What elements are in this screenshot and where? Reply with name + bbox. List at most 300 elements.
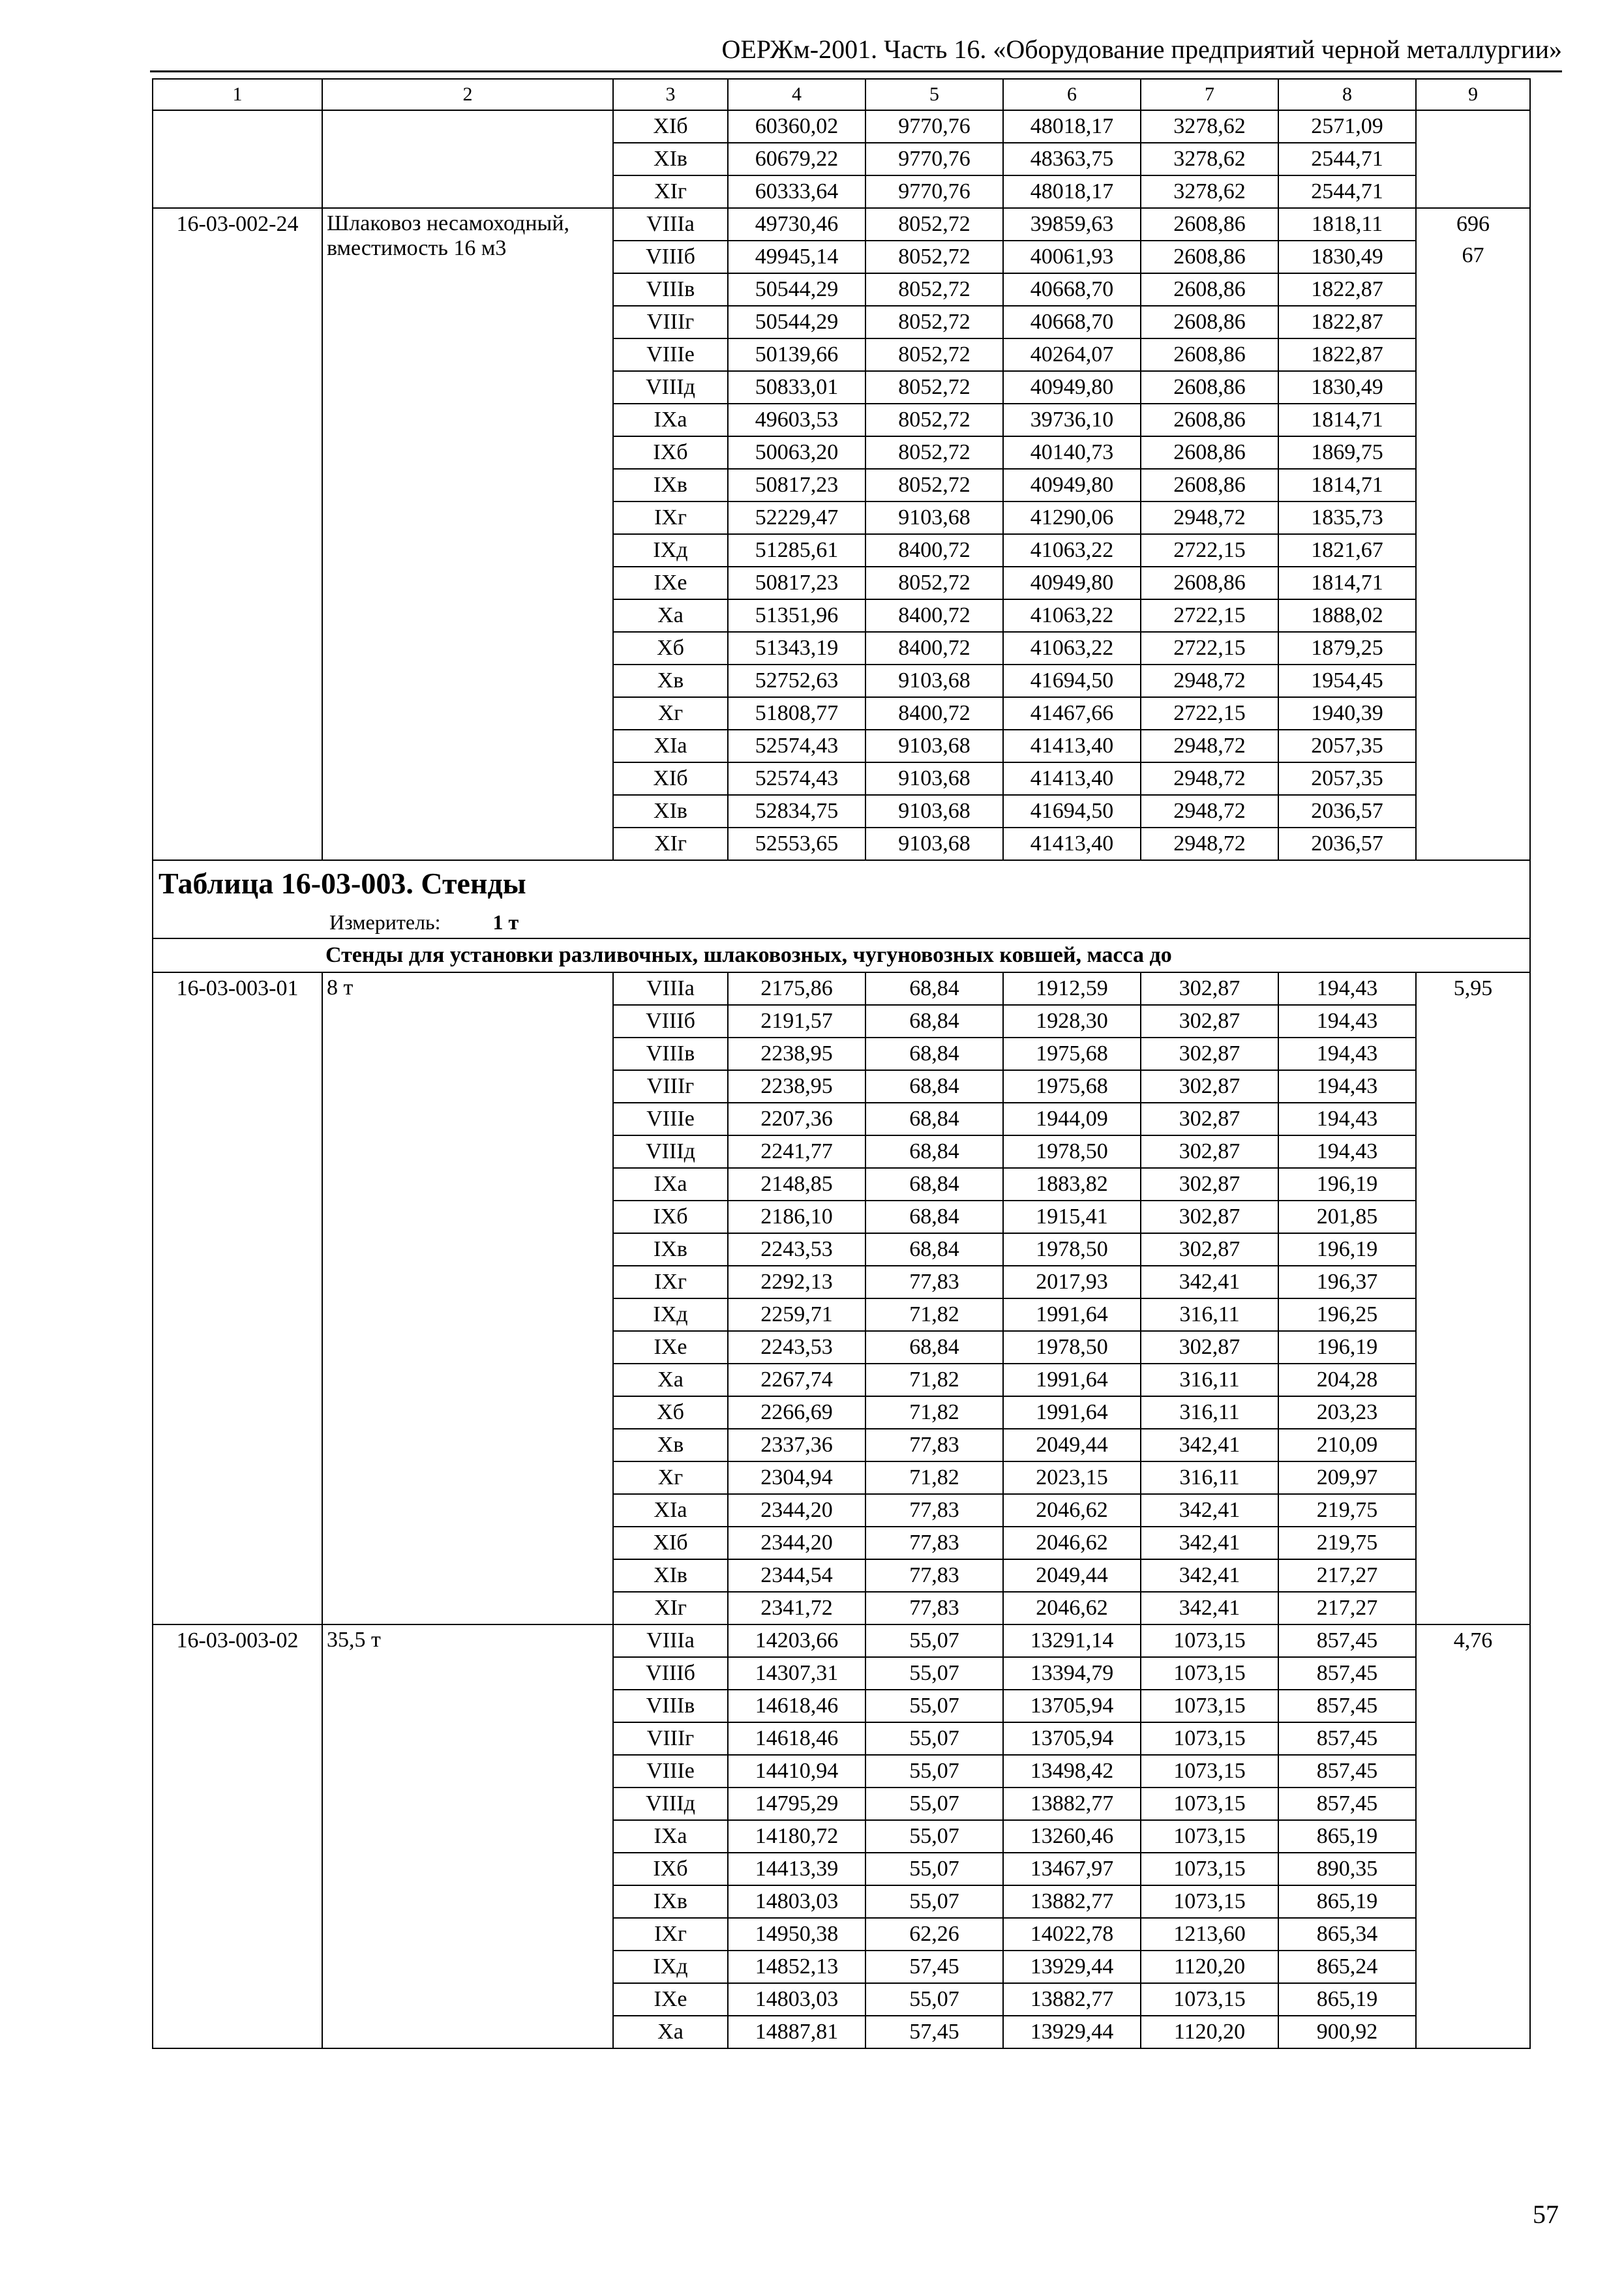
wages-cell: 9103,68 bbox=[865, 730, 1003, 762]
zone-cell: VIIIд bbox=[613, 371, 728, 404]
table-row bbox=[153, 110, 1530, 143]
materials-cell: 210,09 bbox=[1278, 1429, 1416, 1461]
total-cost-cell: 2304,94 bbox=[728, 1461, 865, 1494]
col9-cell-empty bbox=[1416, 110, 1530, 208]
machines-cell: 40140,73 bbox=[1003, 436, 1141, 469]
table-row bbox=[153, 208, 1530, 241]
machinists-wages-cell: 2608,86 bbox=[1141, 567, 1278, 599]
materials-cell: 194,43 bbox=[1278, 1005, 1416, 1038]
zone-cell: IXа bbox=[613, 1168, 728, 1201]
materials-cell: 2544,71 bbox=[1278, 143, 1416, 175]
col9-value: 67 bbox=[1462, 243, 1484, 267]
machines-cell: 48018,17 bbox=[1003, 175, 1141, 208]
materials-cell: 865,34 bbox=[1278, 1918, 1416, 1951]
total-cost-cell: 2186,10 bbox=[728, 1201, 865, 1233]
wages-cell: 55,07 bbox=[865, 1983, 1003, 2016]
materials-cell: 196,37 bbox=[1278, 1266, 1416, 1298]
total-cost-cell: 2241,77 bbox=[728, 1135, 865, 1168]
machines-cell: 41063,22 bbox=[1003, 632, 1141, 665]
machinists-wages-cell: 302,87 bbox=[1141, 1201, 1278, 1233]
total-cost-cell: 14180,72 bbox=[728, 1820, 865, 1853]
zone-cell: XIв bbox=[613, 795, 728, 828]
machinists-wages-cell: 2948,72 bbox=[1141, 795, 1278, 828]
materials-cell: 194,43 bbox=[1278, 1038, 1416, 1070]
materials-cell: 857,45 bbox=[1278, 1690, 1416, 1722]
machines-cell: 40668,70 bbox=[1003, 306, 1141, 338]
zone-cell: IXд bbox=[613, 1298, 728, 1331]
zone-cell: IXа bbox=[613, 1820, 728, 1853]
wages-cell: 77,83 bbox=[865, 1592, 1003, 1624]
total-cost-cell: 2207,36 bbox=[728, 1103, 865, 1135]
total-cost-cell: 2148,85 bbox=[728, 1168, 865, 1201]
wages-cell: 55,07 bbox=[865, 1755, 1003, 1788]
wages-cell: 55,07 bbox=[865, 1722, 1003, 1755]
total-cost-cell: 14803,03 bbox=[728, 1983, 865, 2016]
total-cost-cell: 60333,64 bbox=[728, 175, 865, 208]
zone-cell: VIIIе bbox=[613, 338, 728, 371]
machines-cell: 39859,63 bbox=[1003, 208, 1141, 241]
total-cost-cell: 60360,02 bbox=[728, 110, 865, 143]
machines-cell: 41467,66 bbox=[1003, 697, 1141, 730]
materials-cell: 2036,57 bbox=[1278, 828, 1416, 860]
total-cost-cell: 52553,65 bbox=[728, 828, 865, 860]
materials-cell: 219,75 bbox=[1278, 1494, 1416, 1527]
wages-cell: 71,82 bbox=[865, 1298, 1003, 1331]
machines-cell: 2049,44 bbox=[1003, 1429, 1141, 1461]
total-cost-cell: 2267,74 bbox=[728, 1364, 865, 1396]
wages-cell: 8052,72 bbox=[865, 241, 1003, 273]
zone-cell: VIIIе bbox=[613, 1103, 728, 1135]
total-cost-cell: 2191,57 bbox=[728, 1005, 865, 1038]
total-cost-cell: 14803,03 bbox=[728, 1885, 865, 1918]
machines-cell: 41413,40 bbox=[1003, 730, 1141, 762]
machinists-wages-cell: 2948,72 bbox=[1141, 762, 1278, 795]
wages-cell: 9770,76 bbox=[865, 175, 1003, 208]
column-number: 5 bbox=[865, 79, 1003, 110]
zone-cell: IXе bbox=[613, 1331, 728, 1364]
zone-cell: IXг bbox=[613, 501, 728, 534]
machines-cell: 48018,17 bbox=[1003, 110, 1141, 143]
machines-cell: 13882,77 bbox=[1003, 1983, 1141, 2016]
materials-cell: 1814,71 bbox=[1278, 469, 1416, 501]
wages-cell: 55,07 bbox=[865, 1788, 1003, 1820]
zone-cell: VIIIг bbox=[613, 1070, 728, 1103]
machines-cell: 40949,80 bbox=[1003, 469, 1141, 501]
zone-cell: VIIIе bbox=[613, 1755, 728, 1788]
materials-cell: 196,25 bbox=[1278, 1298, 1416, 1331]
materials-cell: 1879,25 bbox=[1278, 632, 1416, 665]
machines-cell: 2049,44 bbox=[1003, 1559, 1141, 1592]
total-cost-cell: 14410,94 bbox=[728, 1755, 865, 1788]
machines-cell: 13467,97 bbox=[1003, 1853, 1141, 1885]
zone-cell: VIIIг bbox=[613, 306, 728, 338]
total-cost-cell: 50139,66 bbox=[728, 338, 865, 371]
zone-cell: VIIIа bbox=[613, 972, 728, 1005]
materials-cell: 1940,39 bbox=[1278, 697, 1416, 730]
wages-cell: 8052,72 bbox=[865, 404, 1003, 436]
machinists-wages-cell: 302,87 bbox=[1141, 1005, 1278, 1038]
machinists-wages-cell: 1120,20 bbox=[1141, 2016, 1278, 2048]
machinists-wages-cell: 2608,86 bbox=[1141, 436, 1278, 469]
zone-cell: VIIIв bbox=[613, 1690, 728, 1722]
wages-cell: 68,84 bbox=[865, 1201, 1003, 1233]
materials-cell: 217,27 bbox=[1278, 1559, 1416, 1592]
column-number: 1 bbox=[153, 79, 322, 110]
machines-cell: 13882,77 bbox=[1003, 1788, 1141, 1820]
total-cost-cell: 14307,31 bbox=[728, 1657, 865, 1690]
machines-cell: 40668,70 bbox=[1003, 273, 1141, 306]
materials-cell: 1954,45 bbox=[1278, 665, 1416, 697]
total-cost-cell: 50544,29 bbox=[728, 306, 865, 338]
total-cost-cell: 50833,01 bbox=[728, 371, 865, 404]
machines-cell: 13260,46 bbox=[1003, 1820, 1141, 1853]
col9-cell: 4,76 bbox=[1416, 1624, 1530, 2048]
wages-cell: 62,26 bbox=[865, 1918, 1003, 1951]
materials-cell: 194,43 bbox=[1278, 1103, 1416, 1135]
machinists-wages-cell: 3278,62 bbox=[1141, 175, 1278, 208]
wages-cell: 71,82 bbox=[865, 1396, 1003, 1429]
materials-cell: 1835,73 bbox=[1278, 501, 1416, 534]
wages-cell: 55,07 bbox=[865, 1820, 1003, 1853]
total-cost-cell: 52752,63 bbox=[728, 665, 865, 697]
wages-cell: 68,84 bbox=[865, 1331, 1003, 1364]
machinists-wages-cell: 302,87 bbox=[1141, 1070, 1278, 1103]
wages-cell: 55,07 bbox=[865, 1690, 1003, 1722]
wages-cell: 8400,72 bbox=[865, 599, 1003, 632]
machinists-wages-cell: 1073,15 bbox=[1141, 1788, 1278, 1820]
table-title-row bbox=[153, 860, 1530, 938]
materials-cell: 194,43 bbox=[1278, 1070, 1416, 1103]
machinists-wages-cell: 302,87 bbox=[1141, 1331, 1278, 1364]
column-number: 8 bbox=[1278, 79, 1416, 110]
name-cell: 8 т bbox=[322, 972, 613, 1624]
code-cell-empty bbox=[153, 110, 322, 208]
total-cost-cell: 52574,43 bbox=[728, 762, 865, 795]
zone-cell: VIIIб bbox=[613, 241, 728, 273]
zone-cell: IXд bbox=[613, 1951, 728, 1983]
materials-cell: 865,19 bbox=[1278, 1820, 1416, 1853]
total-cost-cell: 49730,46 bbox=[728, 208, 865, 241]
machines-cell: 13291,14 bbox=[1003, 1624, 1141, 1657]
zone-cell: XIг bbox=[613, 175, 728, 208]
total-cost-cell: 2344,20 bbox=[728, 1527, 865, 1559]
total-cost-cell: 50544,29 bbox=[728, 273, 865, 306]
machines-cell: 1978,50 bbox=[1003, 1233, 1141, 1266]
wages-cell: 8400,72 bbox=[865, 632, 1003, 665]
zone-cell: XIг bbox=[613, 1592, 728, 1624]
machines-cell: 1975,68 bbox=[1003, 1070, 1141, 1103]
machinists-wages-cell: 1073,15 bbox=[1141, 1885, 1278, 1918]
meter-label: Измеритель: bbox=[329, 910, 441, 934]
materials-cell: 196,19 bbox=[1278, 1331, 1416, 1364]
total-cost-cell: 2238,95 bbox=[728, 1038, 865, 1070]
materials-cell: 1814,71 bbox=[1278, 404, 1416, 436]
machinists-wages-cell: 302,87 bbox=[1141, 1038, 1278, 1070]
machines-cell: 1978,50 bbox=[1003, 1331, 1141, 1364]
code-cell: 16-03-003-01 bbox=[153, 972, 322, 1624]
machinists-wages-cell: 1073,15 bbox=[1141, 1722, 1278, 1755]
zone-cell: Xб bbox=[613, 1396, 728, 1429]
total-cost-cell: 14950,38 bbox=[728, 1918, 865, 1951]
machinists-wages-cell: 302,87 bbox=[1141, 1135, 1278, 1168]
zone-cell: VIIIв bbox=[613, 273, 728, 306]
materials-cell: 219,75 bbox=[1278, 1527, 1416, 1559]
total-cost-cell: 52834,75 bbox=[728, 795, 865, 828]
section-row bbox=[153, 938, 1530, 972]
machinists-wages-cell: 2722,15 bbox=[1141, 697, 1278, 730]
machines-cell: 40949,80 bbox=[1003, 371, 1141, 404]
zone-cell: Xв bbox=[613, 665, 728, 697]
name-cell: 35,5 т bbox=[322, 1624, 613, 2048]
zone-cell: Xа bbox=[613, 1364, 728, 1396]
total-cost-cell: 2243,53 bbox=[728, 1331, 865, 1364]
wages-cell: 9103,68 bbox=[865, 795, 1003, 828]
materials-cell: 201,85 bbox=[1278, 1201, 1416, 1233]
wages-cell: 68,84 bbox=[865, 1168, 1003, 1201]
materials-cell: 1888,02 bbox=[1278, 599, 1416, 632]
zone-cell: IXг bbox=[613, 1266, 728, 1298]
table-row bbox=[153, 972, 1530, 1005]
total-cost-cell: 2344,20 bbox=[728, 1494, 865, 1527]
wages-cell: 68,84 bbox=[865, 1005, 1003, 1038]
machines-cell: 13705,94 bbox=[1003, 1722, 1141, 1755]
zone-cell: IXг bbox=[613, 1918, 728, 1951]
col9-value: 696 bbox=[1456, 212, 1490, 236]
wages-cell: 77,83 bbox=[865, 1494, 1003, 1527]
wages-cell: 9103,68 bbox=[865, 665, 1003, 697]
section-heading: Стенды для установки разливочных, шлаковозных, чугуновозных ковшей, масса до bbox=[153, 938, 1530, 972]
machines-cell: 41694,50 bbox=[1003, 665, 1141, 697]
machines-cell: 13498,42 bbox=[1003, 1755, 1141, 1788]
page-number: 57 bbox=[1533, 2200, 1559, 2229]
total-cost-cell: 14887,81 bbox=[728, 2016, 865, 2048]
column-number: 2 bbox=[322, 79, 613, 110]
column-number-row bbox=[153, 79, 1530, 110]
machinists-wages-cell: 2722,15 bbox=[1141, 599, 1278, 632]
zone-cell: Xг bbox=[613, 697, 728, 730]
materials-cell: 857,45 bbox=[1278, 1755, 1416, 1788]
table-title: Таблица 16-03-003. Стенды bbox=[158, 867, 526, 900]
wages-cell: 68,84 bbox=[865, 1233, 1003, 1266]
zone-cell: XIв bbox=[613, 143, 728, 175]
wages-cell: 9103,68 bbox=[865, 501, 1003, 534]
machinists-wages-cell: 1073,15 bbox=[1141, 1657, 1278, 1690]
machinists-wages-cell: 342,41 bbox=[1141, 1494, 1278, 1527]
machines-cell: 13394,79 bbox=[1003, 1657, 1141, 1690]
zone-cell: XIа bbox=[613, 730, 728, 762]
machinists-wages-cell: 2948,72 bbox=[1141, 501, 1278, 534]
total-cost-cell: 14795,29 bbox=[728, 1788, 865, 1820]
wages-cell: 55,07 bbox=[865, 1853, 1003, 1885]
zone-cell: IXб bbox=[613, 1201, 728, 1233]
materials-cell: 1818,11 bbox=[1278, 208, 1416, 241]
wages-cell: 9103,68 bbox=[865, 762, 1003, 795]
wages-cell: 77,83 bbox=[865, 1429, 1003, 1461]
wages-cell: 8052,72 bbox=[865, 371, 1003, 404]
machines-cell: 2017,93 bbox=[1003, 1266, 1141, 1298]
materials-cell: 857,45 bbox=[1278, 1722, 1416, 1755]
total-cost-cell: 52574,43 bbox=[728, 730, 865, 762]
page-header-title: ОЕРЖм-2001. Часть 16. «Оборудование предприятий черной металлургии» bbox=[721, 35, 1562, 64]
machinists-wages-cell: 3278,62 bbox=[1141, 110, 1278, 143]
machines-cell: 1915,41 bbox=[1003, 1201, 1141, 1233]
machinists-wages-cell: 1073,15 bbox=[1141, 1853, 1278, 1885]
machinists-wages-cell: 316,11 bbox=[1141, 1364, 1278, 1396]
machinists-wages-cell: 302,87 bbox=[1141, 1103, 1278, 1135]
total-cost-cell: 2266,69 bbox=[728, 1396, 865, 1429]
machinists-wages-cell: 2948,72 bbox=[1141, 730, 1278, 762]
zone-cell: XIб bbox=[613, 1527, 728, 1559]
wages-cell: 9770,76 bbox=[865, 110, 1003, 143]
total-cost-cell: 51343,19 bbox=[728, 632, 865, 665]
materials-cell: 204,28 bbox=[1278, 1364, 1416, 1396]
wages-cell: 77,83 bbox=[865, 1266, 1003, 1298]
machines-cell: 40949,80 bbox=[1003, 567, 1141, 599]
materials-cell: 1822,87 bbox=[1278, 306, 1416, 338]
price-table bbox=[152, 78, 1531, 2049]
materials-cell: 900,92 bbox=[1278, 2016, 1416, 2048]
total-cost-cell: 50817,23 bbox=[728, 567, 865, 599]
machinists-wages-cell: 1073,15 bbox=[1141, 1624, 1278, 1657]
meter-line bbox=[158, 912, 1524, 933]
machines-cell: 1944,09 bbox=[1003, 1103, 1141, 1135]
wages-cell: 68,84 bbox=[865, 972, 1003, 1005]
zone-cell: Xа bbox=[613, 2016, 728, 2048]
machines-cell: 48363,75 bbox=[1003, 143, 1141, 175]
machinists-wages-cell: 2608,86 bbox=[1141, 371, 1278, 404]
materials-cell: 2544,71 bbox=[1278, 175, 1416, 208]
materials-cell: 1830,49 bbox=[1278, 241, 1416, 273]
machinists-wages-cell: 342,41 bbox=[1141, 1592, 1278, 1624]
zone-cell: VIIIг bbox=[613, 1722, 728, 1755]
column-number: 7 bbox=[1141, 79, 1278, 110]
materials-cell: 196,19 bbox=[1278, 1168, 1416, 1201]
machines-cell: 39736,10 bbox=[1003, 404, 1141, 436]
machines-cell: 2046,62 bbox=[1003, 1494, 1141, 1527]
machinists-wages-cell: 2608,86 bbox=[1141, 306, 1278, 338]
wages-cell: 68,84 bbox=[865, 1038, 1003, 1070]
zone-cell: Xг bbox=[613, 1461, 728, 1494]
machinists-wages-cell: 302,87 bbox=[1141, 1233, 1278, 1266]
wages-cell: 68,84 bbox=[865, 1103, 1003, 1135]
machines-cell: 1928,30 bbox=[1003, 1005, 1141, 1038]
machines-cell: 1978,50 bbox=[1003, 1135, 1141, 1168]
total-cost-cell: 2259,71 bbox=[728, 1298, 865, 1331]
machines-cell: 2046,62 bbox=[1003, 1527, 1141, 1559]
machinists-wages-cell: 1073,15 bbox=[1141, 1755, 1278, 1788]
total-cost-cell: 2341,72 bbox=[728, 1592, 865, 1624]
machines-cell: 41413,40 bbox=[1003, 828, 1141, 860]
total-cost-cell: 51351,96 bbox=[728, 599, 865, 632]
materials-cell: 890,35 bbox=[1278, 1853, 1416, 1885]
column-number: 6 bbox=[1003, 79, 1141, 110]
machinists-wages-cell: 302,87 bbox=[1141, 1168, 1278, 1201]
total-cost-cell: 2344,54 bbox=[728, 1559, 865, 1592]
wages-cell: 8052,72 bbox=[865, 567, 1003, 599]
machines-cell: 41694,50 bbox=[1003, 795, 1141, 828]
machines-cell: 41413,40 bbox=[1003, 762, 1141, 795]
materials-cell: 865,19 bbox=[1278, 1885, 1416, 1918]
machines-cell: 13929,44 bbox=[1003, 1951, 1141, 1983]
machinists-wages-cell: 2608,86 bbox=[1141, 404, 1278, 436]
total-cost-cell: 49603,53 bbox=[728, 404, 865, 436]
machinists-wages-cell: 1213,60 bbox=[1141, 1918, 1278, 1951]
total-cost-cell: 14618,46 bbox=[728, 1722, 865, 1755]
machines-cell: 41290,06 bbox=[1003, 501, 1141, 534]
total-cost-cell: 2337,36 bbox=[728, 1429, 865, 1461]
zone-cell: XIг bbox=[613, 828, 728, 860]
materials-cell: 1822,87 bbox=[1278, 273, 1416, 306]
zone-cell: VIIIа bbox=[613, 1624, 728, 1657]
wages-cell: 77,83 bbox=[865, 1559, 1003, 1592]
wages-cell: 9770,76 bbox=[865, 143, 1003, 175]
total-cost-cell: 50063,20 bbox=[728, 436, 865, 469]
total-cost-cell: 50817,23 bbox=[728, 469, 865, 501]
materials-cell: 1869,75 bbox=[1278, 436, 1416, 469]
materials-cell: 1830,49 bbox=[1278, 371, 1416, 404]
materials-cell: 857,45 bbox=[1278, 1624, 1416, 1657]
machines-cell: 1991,64 bbox=[1003, 1396, 1141, 1429]
wages-cell: 8052,72 bbox=[865, 273, 1003, 306]
materials-cell: 865,24 bbox=[1278, 1951, 1416, 1983]
wages-cell: 8400,72 bbox=[865, 697, 1003, 730]
zone-cell: IXв bbox=[613, 1233, 728, 1266]
zone-cell: VIIIд bbox=[613, 1135, 728, 1168]
total-cost-cell: 2238,95 bbox=[728, 1070, 865, 1103]
wages-cell: 9103,68 bbox=[865, 828, 1003, 860]
zone-cell: Xв bbox=[613, 1429, 728, 1461]
materials-cell: 203,23 bbox=[1278, 1396, 1416, 1429]
machinists-wages-cell: 2608,86 bbox=[1141, 469, 1278, 501]
name-cell-empty bbox=[322, 110, 613, 208]
zone-cell: VIIIд bbox=[613, 1788, 728, 1820]
materials-cell: 2057,35 bbox=[1278, 730, 1416, 762]
wages-cell: 71,82 bbox=[865, 1461, 1003, 1494]
machines-cell: 13929,44 bbox=[1003, 2016, 1141, 2048]
materials-cell: 2571,09 bbox=[1278, 110, 1416, 143]
wages-cell: 68,84 bbox=[865, 1135, 1003, 1168]
zone-cell: IXд bbox=[613, 534, 728, 567]
materials-cell: 1821,67 bbox=[1278, 534, 1416, 567]
zone-cell: IXе bbox=[613, 567, 728, 599]
materials-cell: 1822,87 bbox=[1278, 338, 1416, 371]
wages-cell: 55,07 bbox=[865, 1657, 1003, 1690]
machinists-wages-cell: 3278,62 bbox=[1141, 143, 1278, 175]
wages-cell: 57,45 bbox=[865, 1951, 1003, 1983]
machinists-wages-cell: 2608,86 bbox=[1141, 273, 1278, 306]
table-row bbox=[153, 1624, 1530, 1657]
wages-cell: 71,82 bbox=[865, 1364, 1003, 1396]
zone-cell: IXв bbox=[613, 469, 728, 501]
machines-cell: 13882,77 bbox=[1003, 1885, 1141, 1918]
machines-cell: 1975,68 bbox=[1003, 1038, 1141, 1070]
wages-cell: 8052,72 bbox=[865, 306, 1003, 338]
zone-cell: IXа bbox=[613, 404, 728, 436]
machinists-wages-cell: 316,11 bbox=[1141, 1298, 1278, 1331]
total-cost-cell: 2243,53 bbox=[728, 1233, 865, 1266]
zone-cell: IXе bbox=[613, 1983, 728, 2016]
total-cost-cell: 60679,22 bbox=[728, 143, 865, 175]
wages-cell: 55,07 bbox=[865, 1885, 1003, 1918]
machinists-wages-cell: 2608,86 bbox=[1141, 241, 1278, 273]
zone-cell: VIIIб bbox=[613, 1657, 728, 1690]
zone-cell: XIб bbox=[613, 762, 728, 795]
materials-cell: 209,97 bbox=[1278, 1461, 1416, 1494]
wages-cell: 8052,72 bbox=[865, 469, 1003, 501]
machines-cell: 1991,64 bbox=[1003, 1364, 1141, 1396]
zone-cell: XIа bbox=[613, 1494, 728, 1527]
machines-cell: 13705,94 bbox=[1003, 1690, 1141, 1722]
